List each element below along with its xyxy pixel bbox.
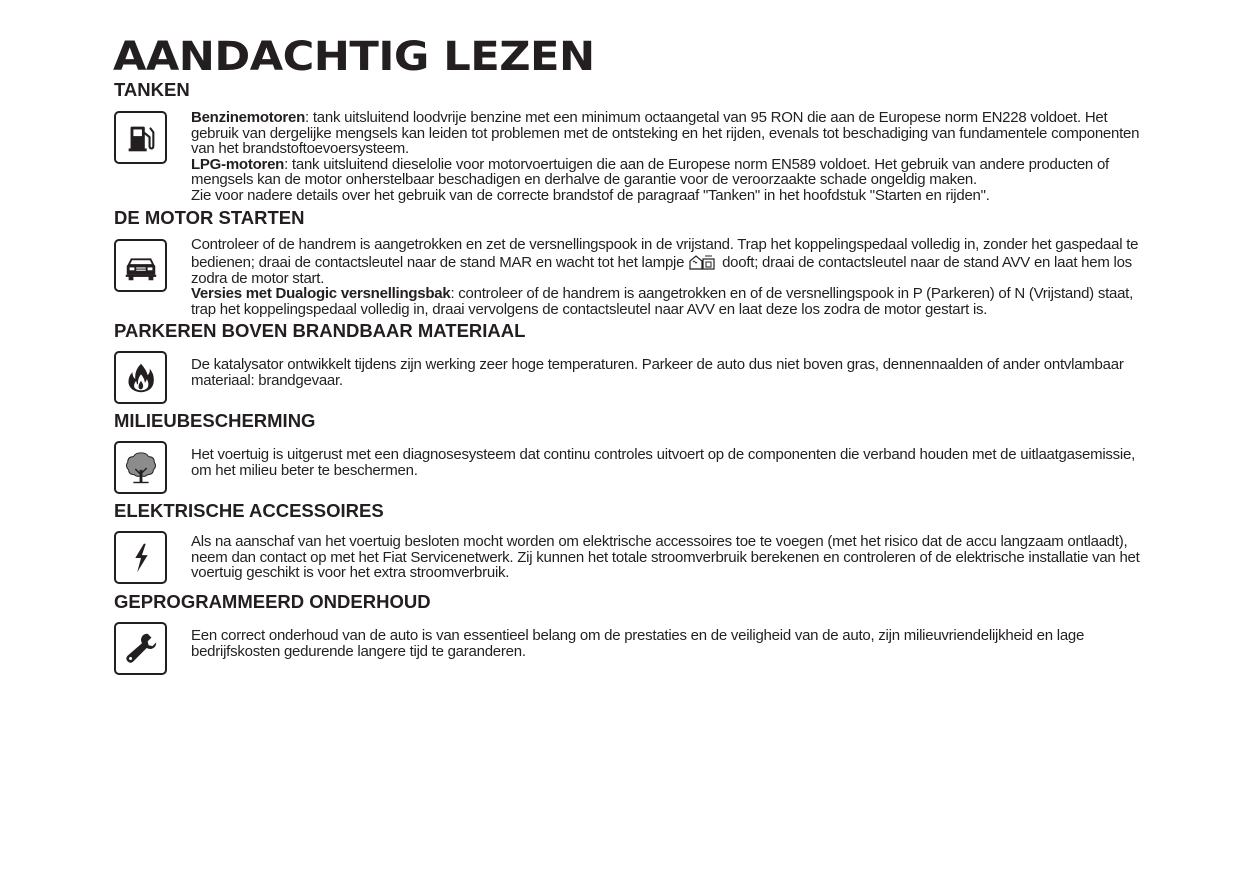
section-text-tanken — [191, 110, 1141, 204]
paragraph-lead: LPG-motoren — [191, 155, 285, 173]
car-front-icon — [114, 239, 167, 292]
paragraph-text: : tank uitsluitend loodvrije benzine met een minimum octaangetal van 95 RON die aan de Europese norm EN228 voldoet. Het gebruik van dergelijke mengsels kan leiden tot problemen met de ontsteking en het rijden, evenals tot beschadiging van fundamentele componenten van het brandstoftoevoersysteem. — [191, 109, 1140, 158]
paragraph-text: De katalysator ontwikkelt tijdens zijn werking zeer hoge temperaturen. Parkeer de auto dus niet boven gras, dennennaalden of ander ontvlambaar materiaal: brandgevaar. — [191, 356, 1124, 389]
paragraph — [191, 447, 1141, 478]
section-heading-motor-starten: DE MOTOR STARTEN — [114, 207, 305, 228]
paragraph — [191, 286, 1141, 317]
car-front-glyph — [122, 247, 160, 285]
section-heading-tanken: TANKEN — [114, 79, 190, 100]
flame-glyph — [122, 359, 160, 397]
paragraph-text: Een correct onderhoud van de auto is van essentieel belang om de prestaties en de veiligheid van de auto, zijn milieuvriendelijkheid en lage bedrijfskosten gedurende langere tijd te garanderen. — [191, 627, 1085, 660]
section-heading-geprogrammeerd-onderhoud: GEPROGRAMMEERD ONDERHOUD — [114, 591, 431, 612]
paragraph — [191, 357, 1141, 388]
section-heading-elektrische-accessoires: ELEKTRISCHE ACCESSOIRES — [114, 500, 384, 521]
paragraph-text: dooft; draai de contactsleutel naar de stand AVV en laat hem los zodra de motor start. — [191, 253, 1132, 287]
paragraph — [191, 534, 1141, 581]
wrench-glyph — [122, 630, 160, 668]
paragraph-text: Het voertuig is uitgerust met een diagnosesysteem dat continu controles uitvoert op de componenten die verband houden met de uitlaatgasemissie, om het milieu beter te beschermen. — [191, 446, 1136, 479]
section-text-milieubescherming — [191, 447, 1141, 478]
paragraph-text: Controleer of de handrem is aangetrokken en zet de versnellingspook in de vrijstand. Trap het koppelingspedaal volledig in, zonder het gaspedaal te bedienen; draai de contactsleutel naar de stand MAR en wacht tot het lampje — [191, 236, 1139, 271]
paragraph-text: Zie voor nadere details over het gebruik van de correcte brandstof de paragraaf "Tanken" in het hoofdstuk "Starten en rijden". — [191, 186, 990, 204]
wrench-icon — [114, 622, 167, 675]
tree-icon — [114, 441, 167, 494]
paragraph — [191, 110, 1141, 157]
paragraph-text: Als na aanschaf van het voertuig besloten mocht worden om elektrische accessoires toe te voegen (met het risico dat de accu langzaam ontlaadt), neem dan contact op met het Fiat Servicenetwerk. Zij kunnen het totale stroomverbruik berekenen en controleren of de elektrische installatie van het voertuig geschikt is voor het extra stroomverbruik. — [191, 533, 1140, 582]
paragraph — [191, 237, 1141, 286]
page-title: AANDACHTIG LEZEN — [113, 34, 595, 80]
paragraph-lead: Versies met Dualogic versnellingsbak — [191, 285, 451, 303]
tree-glyph — [122, 449, 160, 487]
flame-icon — [114, 351, 167, 404]
section-text-motor-starten — [191, 237, 1141, 317]
paragraph — [191, 628, 1141, 659]
section-text-elektrische-accessoires — [191, 534, 1141, 581]
fuel-pump-icon — [114, 111, 167, 164]
paragraph-text: : controleer of de handrem is aangetrokken en of de versnellingspook in P (Parkeren) of N (Vrijstand) staat, trap het koppelingspedaal volledig in, draai vervolgens de contactsleutel naar AVV en laat deze los zodra de motor gestart is. — [191, 285, 1134, 318]
section-heading-milieubescherming: MILIEUBESCHERMING — [114, 410, 316, 431]
section-text-geprogrammeerd-onderhoud — [191, 628, 1141, 659]
paragraph-text: : tank uitsluitend dieselolie voor motorvoertuigen die aan de Europese norm EN589 voldoet. Het gebruik van andere producten of mengsels kan de motor onherstelbaar beschadigen en derhalve de garantie voor de veroorzaakte schade ongeldig maken. — [191, 155, 1109, 189]
lightning-bolt-icon — [114, 531, 167, 584]
section-text-parkeren — [191, 357, 1141, 388]
lightning-bolt-glyph — [122, 539, 160, 577]
glow-plug-lamp-icon — [688, 253, 718, 271]
section-heading-parkeren: PARKEREN BOVEN BRANDBAAR MATERIAAL — [114, 320, 526, 341]
paragraph — [191, 157, 1141, 188]
paragraph — [191, 188, 1141, 204]
fuel-pump-glyph — [122, 119, 160, 157]
paragraph-lead: Benzinemotoren — [191, 109, 306, 126]
